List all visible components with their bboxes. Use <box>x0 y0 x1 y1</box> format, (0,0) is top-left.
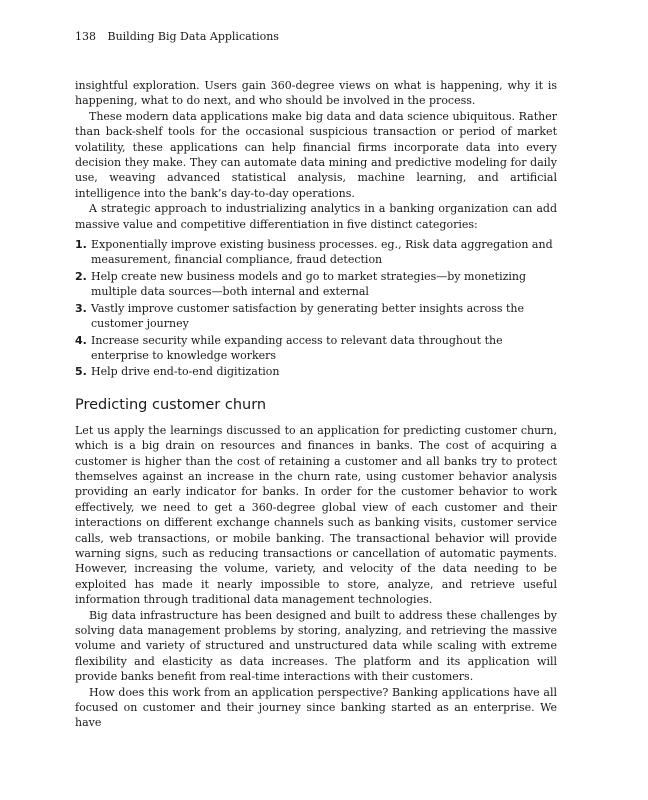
categories-list <box>75 237 557 380</box>
list-item <box>75 364 557 379</box>
list-item-text: Exponentially improve existing business processes. eg., Risk data aggregation and measurement, financial compliance, fraud detection <box>91 238 553 267</box>
list-marker: 1. <box>75 238 87 252</box>
list-item <box>75 269 557 300</box>
paragraph: These modern data applications make big data and data science ubiquitous. Rather than back-shelf tools for the occasional suspicious transaction or period of market volatility, these applications can help financial firms incorporate data into every decision they make. They can automate data mining and predictive modeling for daily use, weaving advanced statistical analysis, machine learning, and artificial intelligence into the bank’s day-to-day operations. <box>75 109 557 200</box>
paragraph: A strategic approach to industrializing analytics in a banking organization can add massive value and competitive differentiation in five distinct categories: <box>75 202 557 231</box>
list-item-text: Help create new business models and go to market strategies—by monetizing multiple data sources—both internal and external <box>91 269 527 299</box>
list-marker: 5. <box>75 365 87 379</box>
list-item-text: Vastly improve customer satisfaction by generating better insights across the customer journey <box>91 301 525 331</box>
list-item-text: Increase security while expanding access to relevant data throughout the enterprise to knowledge workers <box>91 333 503 362</box>
paragraph: Let us apply the learnings discussed to an application for predicting customer churn, which is a big drain on resources and finances in banks. The cost of acquiring a customer is higher than the cost of retaining a customer and all banks try to protect themselves against an increase in the churn rate, using customer behavior analysis providing an early indicator for banks. In order for the customer behavior to work effectively, we need to get a 360-degree global view of each customer and their interactions on different exchange channels such as banking visits, customer service calls, web transactions, or mobile banking. The transactional behavior will provide warning signs, such as reducing transactions or cancellation of automatic payments. However, increasing the volume, variety, and velocity of the data needing to be exploited has made it nearly impossible to store, analyze, and retrieve useful information through traditional data management technologies. <box>75 423 557 607</box>
list-marker: 4. <box>75 333 87 347</box>
section-heading: Predicting customer churn <box>75 396 267 413</box>
list-marker: 3. <box>75 301 87 315</box>
running-title: Building Big Data Applications <box>107 30 279 43</box>
book-page <box>75 30 557 731</box>
list-item <box>75 301 557 332</box>
list-marker: 2. <box>75 269 87 283</box>
page-number: 138 <box>75 30 96 43</box>
paragraph: Big data infrastructure has been designed and built to address these challenges by solving data management problems by storing, analyzing, and retrieving the massive volume and variety of structured and unstructured data while scaling with extreme flexibility and elasticity as data increases. The platform and its application will provide banks benefit from real-time interactions with their customers. <box>75 608 557 684</box>
list-item <box>75 333 557 364</box>
running-head <box>75 30 557 44</box>
list-item-text: Help drive end-to-end digitization <box>91 365 280 379</box>
paragraph: How does this work from an application perspective? Banking applications have all focused on customer and their journey since banking started as an enterprise. We have <box>75 685 557 730</box>
list-item <box>75 237 557 268</box>
paragraph: insightful exploration. Users gain 360-degree views on what is happening, why it is happening, what to do next, and who should be involved in the process. <box>75 79 557 108</box>
